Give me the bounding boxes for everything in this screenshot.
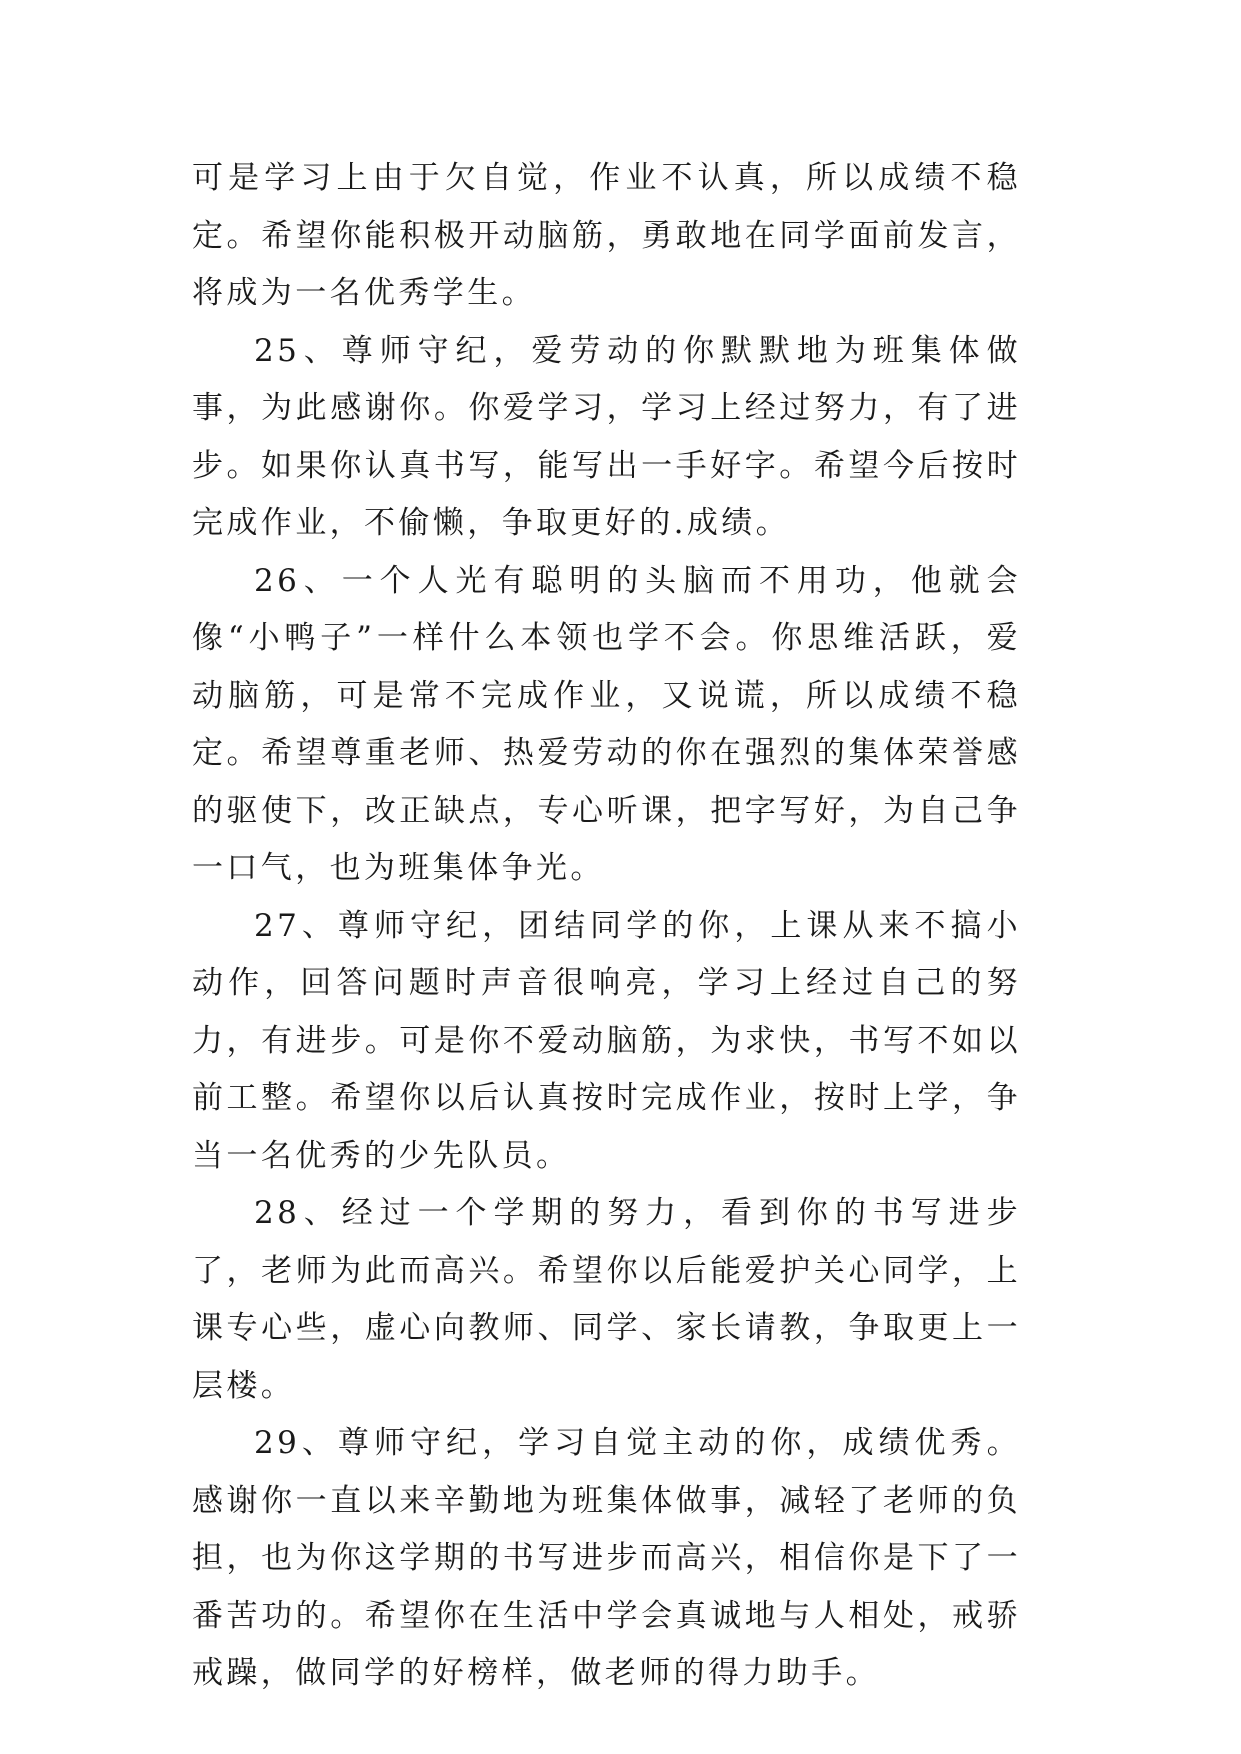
paragraph-comment-29: 29、尊师守纪，学习自觉主动的你，成绩优秀。感谢你一直以来辛勤地为班集体做事，减轻了老师的负担，也为你这学期的书写进步而高兴，相信你是下了一番苦功的。希望你在生活中学会真诚地与人相处，戒骄戒躁，做同学的好榜样，做老师的得力助手。	[192, 1425, 1021, 1691]
paragraph-comment-26: 26、一个人光有聪明的头脑而不用功，他就会像“小鸭子”一样什么本领也学不会。你思维活跃，爱动脑筋，可是常不完成作业，又说谎，所以成绩不稳定。希望尊重老师、热爱劳动的你在强烈的集体荣誉感的驱使下，改正缺点，专心听课，把字写好，为自己争一口气，也为班集体争光。	[192, 562, 1021, 886]
paragraph-comment-28: 28、经过一个学期的努力，看到你的书写进步了，老师为此而高兴。希望你以后能爱护关心同学，上课专心些，虚心向教师、同学、家长请教，争取更上一层楼。	[192, 1195, 1021, 1404]
paragraph-comment-27: 27、尊师守纪，团结同学的你，上课从来不搞小动作，回答问题时声音很响亮，学习上经过自己的努力，有进步。可是你不爱动脑筋，为求快，书写不如以前工整。希望你以后认真按时完成作业，按时上学，争当一名优秀的少先队员。	[192, 907, 1021, 1174]
paragraph-comment-25: 25、尊师守纪，爱劳动的你默默地为班集体做事，为此感谢你。你爱学习，学习上经过努力，有了进步。如果你认真书写，能写出一手好字。希望今后按时完成作业，不偷懒，争取更好的.成绩。	[192, 332, 1021, 541]
paragraph-continuation: 可是学习上由于欠自觉，作业不认真，所以成绩不稳定。希望你能积极开动脑筋，勇敢地在同学面前发言，将成为一名优秀学生。	[192, 160, 1021, 311]
